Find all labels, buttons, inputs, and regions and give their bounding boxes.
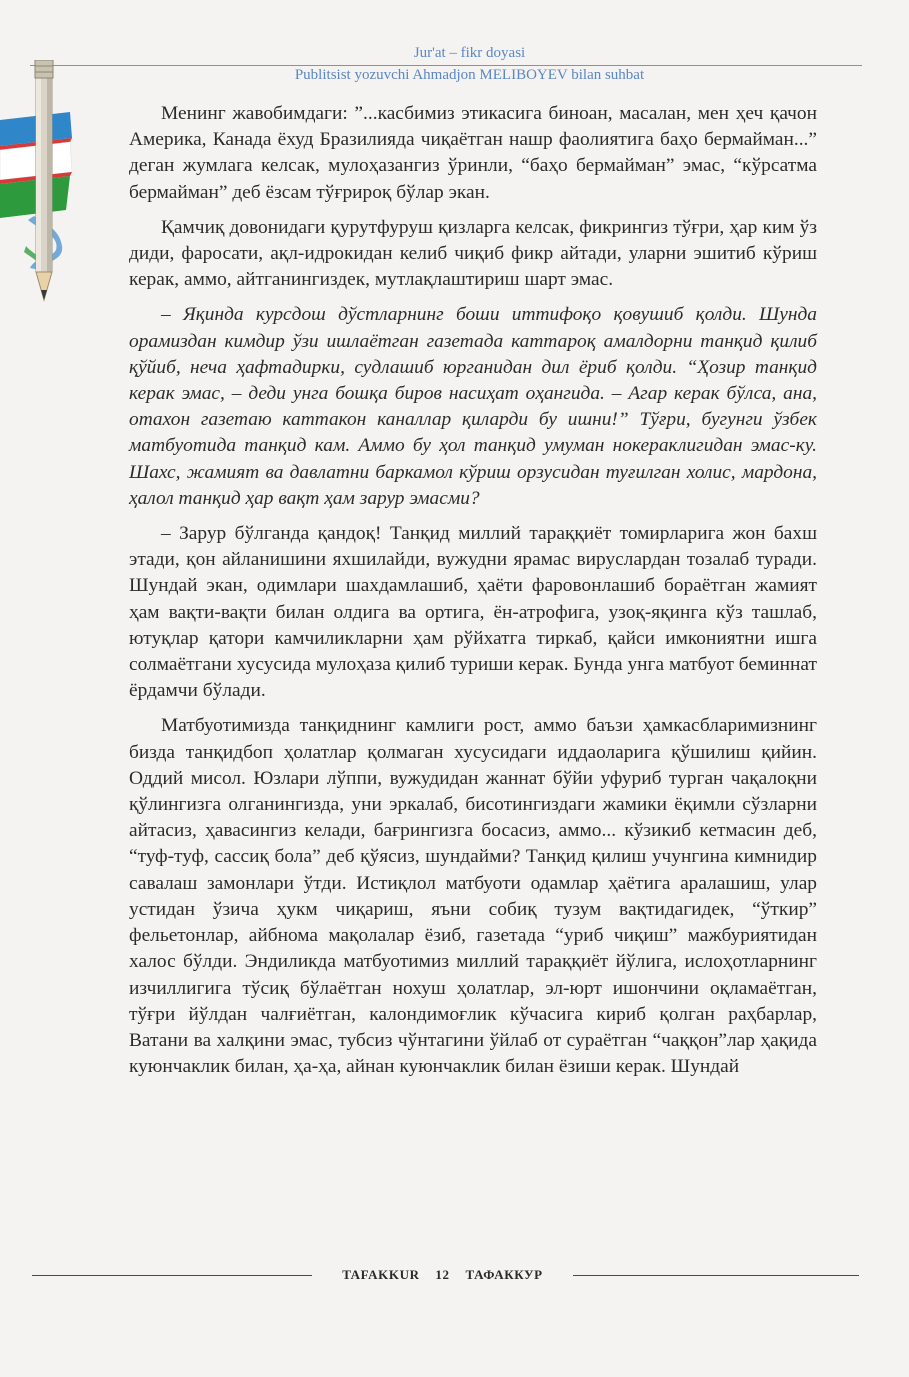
header-rule [30,65,862,66]
footer-label-cyrillic: ТАФАККУР [465,1267,543,1282]
footer-rule-right [573,1275,859,1276]
page-footer [0,1266,909,1286]
running-header [0,44,909,84]
paragraph: Менинг жавобимдаги: ”...касбимиз этикасига биноан, масалан, мен ҳеч қачон Америка, Канада ёхуд Бразилияда чиқаётган нашр фаолиятига баҳо бермайман...” деган жумлага келсак, мулоҳазангиз ўринли, “баҳо бермайман” эмас, “кўрсатма бермайман” деб ёзсам тўғрироқ бўлар экан. [129,103,817,203]
paragraph: Матбуотимизда танқиднинг камлиги рост, аммо баъзи ҳамкасбларимизнинг бизда танқидбоп ҳолатлар қолмаган хусусидаги иддаоларига қўшилиш қийин. Оддий мисол. Юзлари лўппи, вужудидан жаннат бўйи уфуриб турган чақалоқни қўлингизга олганингизда, уни эркалаб, бисотингиздаги жамики ёқимли сўзларни айтасиз, ҳавасингиз келади, бағрингизга босасиз, аммо... кўзикиб кетмасин деб, “туф-туф, сассиқ бола” деб қўясиз, шундайми? Танқид қилиш учунгина кимнидир савалаш замонлари ўтди. Истиқлол матбуоти одамлар ҳаётига аралашиш, улар устидан ўзича ҳукм чиқариш, яъни собиқ тузум вақтидагидек, “ўткир” фельетонлар, айбнома мақолалар ёзиб, газетада “уриб чиқиш” мажбуриятидан халос бўлди. Эндиликда матбуотимиз миллий тараққиёт йўлига, ислоҳотларнинг изчиллигига тўсиқ бўлаётган нохуш ҳолатлар, эл-юрт ишончини оқламаётган, тўғри йўлдан чалғиётган, калондимоғлик кўчасига кириб қолган раҳбарлар, Ватани ва халқини эмас, тубсиз чўнтагини ўйлаб от сураётган “чаққон”лар ҳақида куюнчаклик билан, ҳа-ҳа, айнан куюнчаклик билан ёзиши керак. Шундай [129,715,817,1078]
footer-rule-left [32,1275,312,1276]
running-title: Jur'at – fikr doyasi [413,45,526,61]
pencil-flag-icon [0,60,80,310]
body-text [129,101,817,1080]
question-paragraph: – Яқинда курсдош дўстларнинг боши иттифоқо қовушиб қолди. Шунда орамиздан кимдир ўзи ишлаётган газетада каттароқ амалдорни танқид қилиб қўйиб, неча ҳафтадирки, судлашиб юрганидан дил ёриб қолди. “Ҳозир танқид керак эмас, – деди унга бошқа биров насиҳат оҳангида. – Агар керак бўлса, ана, отахон газетаю каттакон каналлар қиларди бу ишни!” Тўғри, бугунги ўзбек матбуотида танқид кам. Аммо бу ҳол танқид умуман нокераклигидан эмас-ку. Шахс, жамият ва давлатни баркамол кўриш орзусидан туғилган холис, мардона, ҳалол танқид ҳар вақт ҳам зарур эмасми? [129,304,817,509]
paragraph: Қамчиқ довонидаги қурутфуруш қизларга келсак, фикрингиз тўғри, ҳар ким ўз диди, фаросати, ақл-идрокидан келиб чиқиб фикр айтади, уларни эшитиб кўриш керак, аммо, айтганингиздек, мутлақлаштириш шарт эмас. [129,216,817,291]
answer-paragraph: – Зарур бўлганда қандоқ! Танқид миллий тараққиёт томирларига жон бахш этади, қон айланишини яхшилайди, вужудни ярамас вируслардан тозалаб туради. Шундай экан, одимлари шахдамлашиб, ҳаёти фаровонлашиб бораётган жамият ҳам вақти-вақти билан олдига ва ортига, ён-атрофига, узоқ-яқинга кўз ташлаб, ютуқлар қатори камчиликларни ҳам рўйхатга тиркаб, қайси имкониятни ишга солмаётгани хусусида мулоҳаза қилиб туриши керак. Бунда унга матбуот беминнат ёрдамчи бўлади. [129,523,817,702]
footer-labels [312,1266,573,1284]
footer-label-latin: TAFAKKUR [342,1267,420,1282]
running-subtitle: Publitsist yozuvchi Ahmadjon MELIBOYEV bilan suhbat [294,67,645,83]
page-number: 12 [435,1267,450,1282]
